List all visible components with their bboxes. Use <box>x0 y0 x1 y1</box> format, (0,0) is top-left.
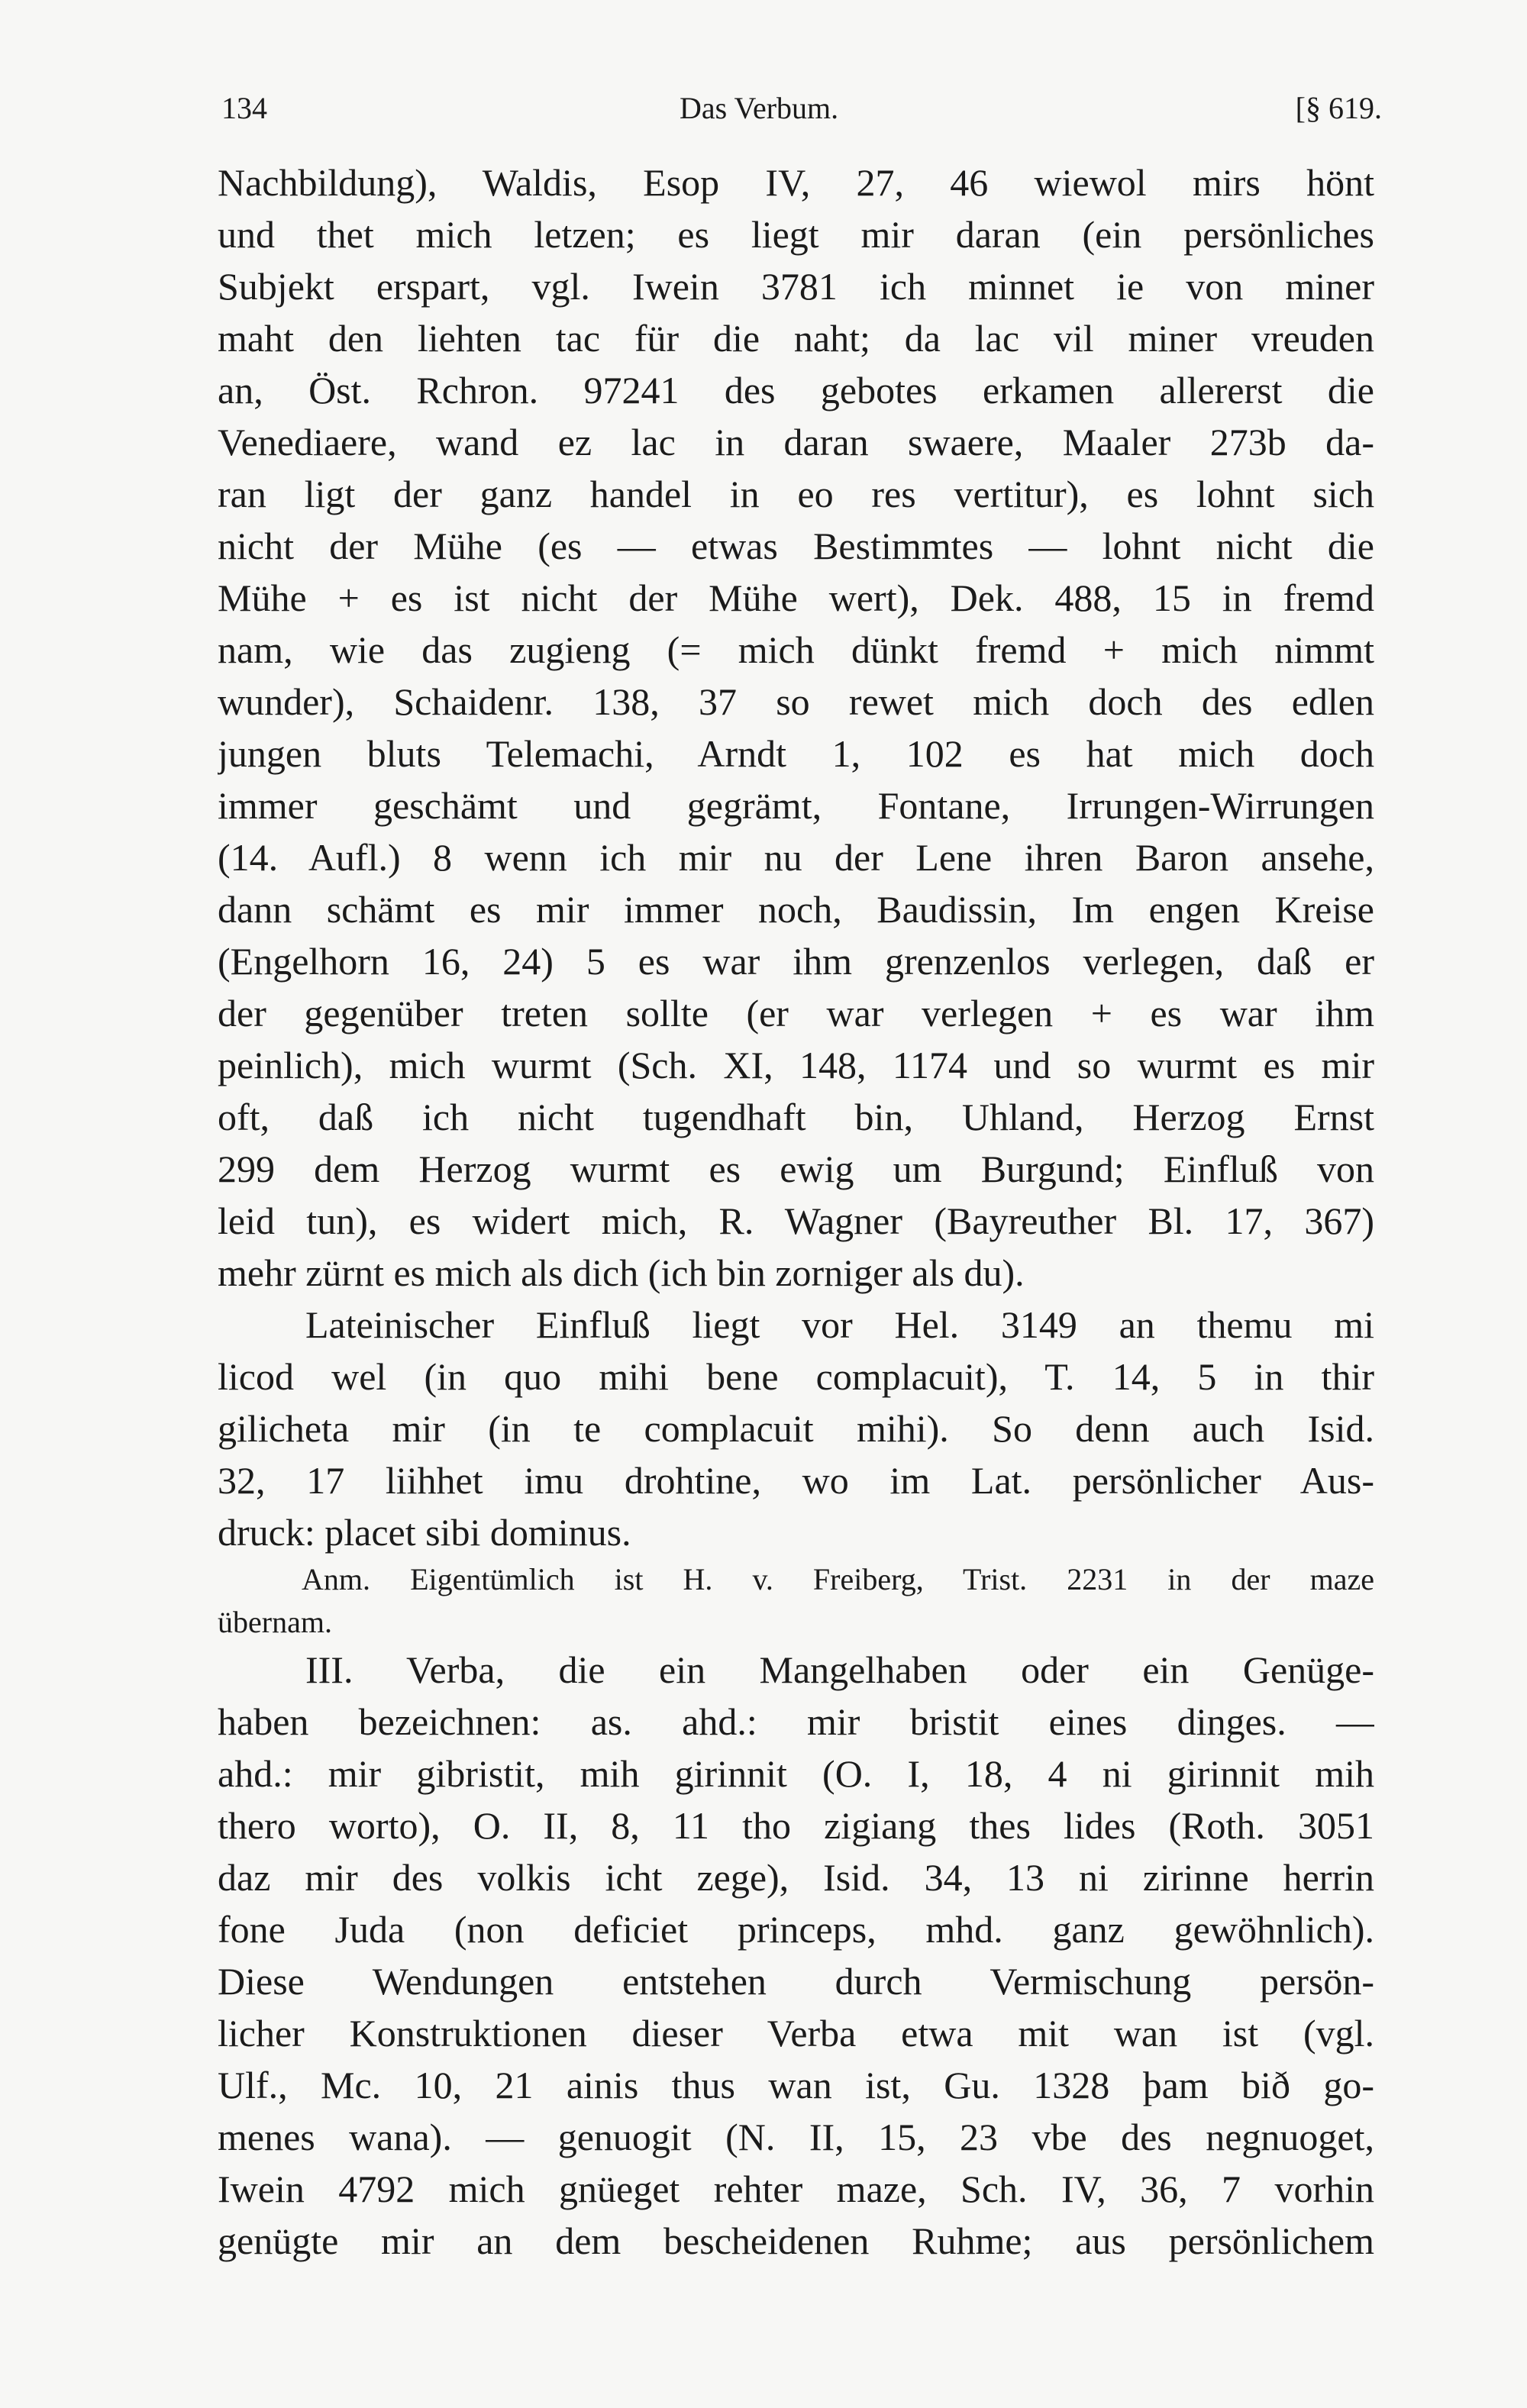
text-line: licod wel (in quo mihi bene complacuit), T. 14, 5 in thir <box>218 1355 1374 1398</box>
text-line: nam, wie das zugieng (= mich dünkt fremd + mich nimmt <box>218 628 1374 671</box>
text-line: dann schämt es mir immer noch, Baudissin, Im engen Kreise <box>218 888 1374 931</box>
text-line: ahd.: mir gibristit, mih girinnit (O. I, 18, 4 ni girinnit mih <box>218 1752 1374 1795</box>
text-line: haben bezeichnen: as. ahd.: mir bristit eines dinges. — <box>218 1700 1374 1743</box>
text-line: immer geschämt und gegrämt, Fontane, Irrungen-Wirrungen <box>218 784 1374 827</box>
text-line: peinlich), mich wurmt (Sch. XI, 148, 1174 und so wurmt es mir <box>218 1044 1374 1086</box>
text-line: menes wana). — genuogit (N. II, 15, 23 vbe des negnuoget, <box>218 2116 1374 2158</box>
text-line: Venediaere, wand ez lac in daran swaere, Maaler 273b da- <box>218 421 1374 463</box>
text-line: wunder), Schaidenr. 138, 37 so rewet mich doch des edlen <box>218 680 1374 723</box>
section-reference: [§ 619. <box>1295 91 1382 125</box>
paragraph-start-line: III. Verba, die ein Mangelhaben oder ein Genüge- <box>305 1648 1374 1691</box>
text-line: gilicheta mir (in te complacuit mihi). So denn auch Isid. <box>218 1407 1374 1450</box>
text-line: und thet mich letzen; es liegt mir daran (ein persönliches <box>218 213 1374 256</box>
text-line: Mühe + es ist nicht der Mühe wert), Dek. 488, 15 in fremd <box>218 576 1374 619</box>
page-number: 134 <box>221 91 267 125</box>
text-line: druck: placet sibi dominus. <box>218 1511 631 1554</box>
text-line: 299 dem Herzog wurmt es ewig um Burgund; Einfluß von <box>218 1148 1374 1190</box>
note-line: Anm. Eigentümlich ist H. v. Freiberg, Trist. 2231 in der maze <box>302 1562 1374 1596</box>
text-line: leid tun), es widert mich, R. Wagner (Bayreuther Bl. 17, 367) <box>218 1199 1374 1242</box>
text-line: oft, daß ich nicht tugendhaft bin, Uhland, Herzog Ernst <box>218 1096 1374 1138</box>
text-line: Nachbildung), Waldis, Esop IV, 27, 46 wiewol mirs hönt <box>218 161 1374 204</box>
text-line: thero worto), O. II, 8, 11 tho zigiang thes lides (Roth. 3051 <box>218 1804 1374 1847</box>
text-line: der gegenüber treten sollte (er war verlegen + es war ihm <box>218 992 1374 1035</box>
note-line: übernam. <box>218 1605 332 1639</box>
text-line: (Engelhorn 16, 24) 5 es war ihm grenzenlos verlegen, daß er <box>218 940 1374 983</box>
body-text <box>218 157 1374 2267</box>
text-line: nicht der Mühe (es — etwas Bestimmtes — lohnt nicht die <box>218 525 1374 567</box>
text-line: genügte mir an dem bescheidenen Ruhme; aus persönlichem <box>218 2219 1374 2262</box>
text-line: jungen bluts Telemachi, Arndt 1, 102 es hat mich doch <box>218 732 1374 775</box>
running-title: Das Verbum. <box>680 91 839 125</box>
text-line: an, Öst. Rchron. 97241 des gebotes erkamen allererst die <box>218 369 1374 412</box>
paragraph-start-line: Lateinischer Einfluß liegt vor Hel. 3149 an themu mi <box>305 1303 1374 1346</box>
text-line: daz mir des volkis icht zege), Isid. 34, 13 ni zirinne herrin <box>218 1856 1374 1899</box>
text-line: fone Juda (non deficiet princeps, mhd. ganz gewöhnlich). <box>218 1908 1374 1951</box>
text-line: licher Konstruktionen dieser Verba etwa mit wan ist (vgl. <box>218 2012 1374 2055</box>
running-header <box>221 90 1382 136</box>
text-line: Iwein 4792 mich gnüeget rehter maze, Sch. IV, 36, 7 vorhin <box>218 2168 1374 2210</box>
text-line: Diese Wendungen entstehen durch Vermischung persön- <box>218 1960 1374 2003</box>
text-line: Ulf., Mc. 10, 21 ainis thus wan ist, Gu. 1328 þam bið go- <box>218 2064 1374 2106</box>
text-line: maht den liehten tac für die naht; da lac vil miner vreuden <box>218 317 1374 360</box>
text-line: ran ligt der ganz handel in eo res vertitur), es lohnt sich <box>218 473 1374 515</box>
text-line: Subjekt erspart, vgl. Iwein 3781 ich minnet ie von miner <box>218 265 1374 308</box>
text-line: (14. Aufl.) 8 wenn ich mir nu der Lene ihren Baron ansehe, <box>218 836 1374 879</box>
text-line: 32, 17 liihhet imu drohtine, wo im Lat. persönlicher Aus- <box>218 1459 1374 1502</box>
text-line: mehr zürnt es mich als dich (ich bin zorniger als du). <box>218 1251 1025 1294</box>
